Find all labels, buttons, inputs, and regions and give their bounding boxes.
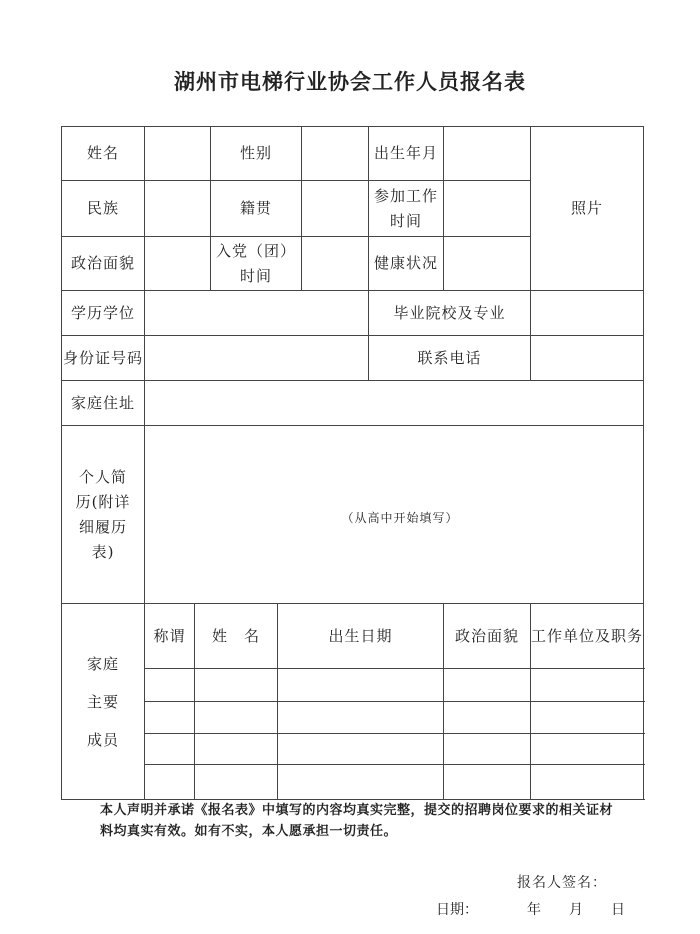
- form-title: 湖州市电梯行业协会工作人员报名表: [174, 70, 526, 94]
- education-cell[interactable]: [145, 291, 369, 336]
- school-major-label: 毕业院校及专业: [369, 291, 531, 336]
- gender-label: 性别: [211, 127, 302, 181]
- family-col-employer: 工作单位及职务: [531, 604, 644, 669]
- date-line: 日期： 年 月 日: [436, 902, 625, 918]
- education-label: 学历学位: [62, 291, 145, 336]
- family-row: [62, 702, 644, 734]
- ethnicity-label: 民族: [62, 181, 145, 237]
- resume-label: 个人简历(附详细履历表): [62, 426, 145, 604]
- id-number-cell[interactable]: [145, 336, 369, 381]
- resume-note: （从高中开始填写）: [341, 510, 459, 525]
- resume-cell[interactable]: [145, 426, 644, 604]
- family-row: [62, 734, 644, 765]
- address-cell[interactable]: [145, 381, 644, 426]
- family-col-name: 姓 名: [195, 604, 278, 669]
- birth-label: 出生年月: [369, 127, 444, 181]
- address-label: 家庭住址: [62, 381, 145, 426]
- health-label: 健康状况: [369, 237, 444, 291]
- name-cell[interactable]: [145, 127, 211, 181]
- phone-label: 联系电话: [369, 336, 531, 381]
- political-cell[interactable]: [145, 237, 211, 291]
- native-place-cell[interactable]: [302, 181, 369, 237]
- registration-form-table: [61, 126, 644, 800]
- family-label: 家庭主要成员: [62, 604, 145, 800]
- party-join-cell[interactable]: [302, 237, 369, 291]
- id-number-label: 身份证号码: [62, 336, 145, 381]
- work-start-cell[interactable]: [444, 181, 531, 237]
- name-label: 姓名: [62, 127, 145, 181]
- family-row: [62, 669, 644, 702]
- work-start-label: 参加工作时间: [369, 181, 444, 237]
- photo-cell[interactable]: 照片: [531, 127, 644, 291]
- phone-cell[interactable]: [531, 336, 644, 381]
- declaration-text: 本人声明并承诺《报名表》中填写的内容均真实完整，提交的招聘岗位要求的相关证材料均真实有效。如有不实，本人愿承担一切责任。: [100, 803, 614, 839]
- native-place-label: 籍贯: [211, 181, 302, 237]
- family-row: [62, 765, 644, 800]
- family-col-birth-date: 出生日期: [278, 604, 444, 669]
- gender-cell[interactable]: [302, 127, 369, 181]
- family-col-political: 政治面貌: [444, 604, 531, 669]
- family-col-relation: 称谓: [145, 604, 195, 669]
- ethnicity-cell[interactable]: [145, 181, 211, 237]
- political-label: 政治面貌: [62, 237, 145, 291]
- school-major-cell[interactable]: [531, 291, 644, 336]
- signature-label: 报名人签名：: [517, 875, 607, 891]
- health-cell[interactable]: [444, 237, 531, 291]
- party-join-label: 入党（团）时间: [211, 237, 302, 291]
- birth-cell[interactable]: [444, 127, 531, 181]
